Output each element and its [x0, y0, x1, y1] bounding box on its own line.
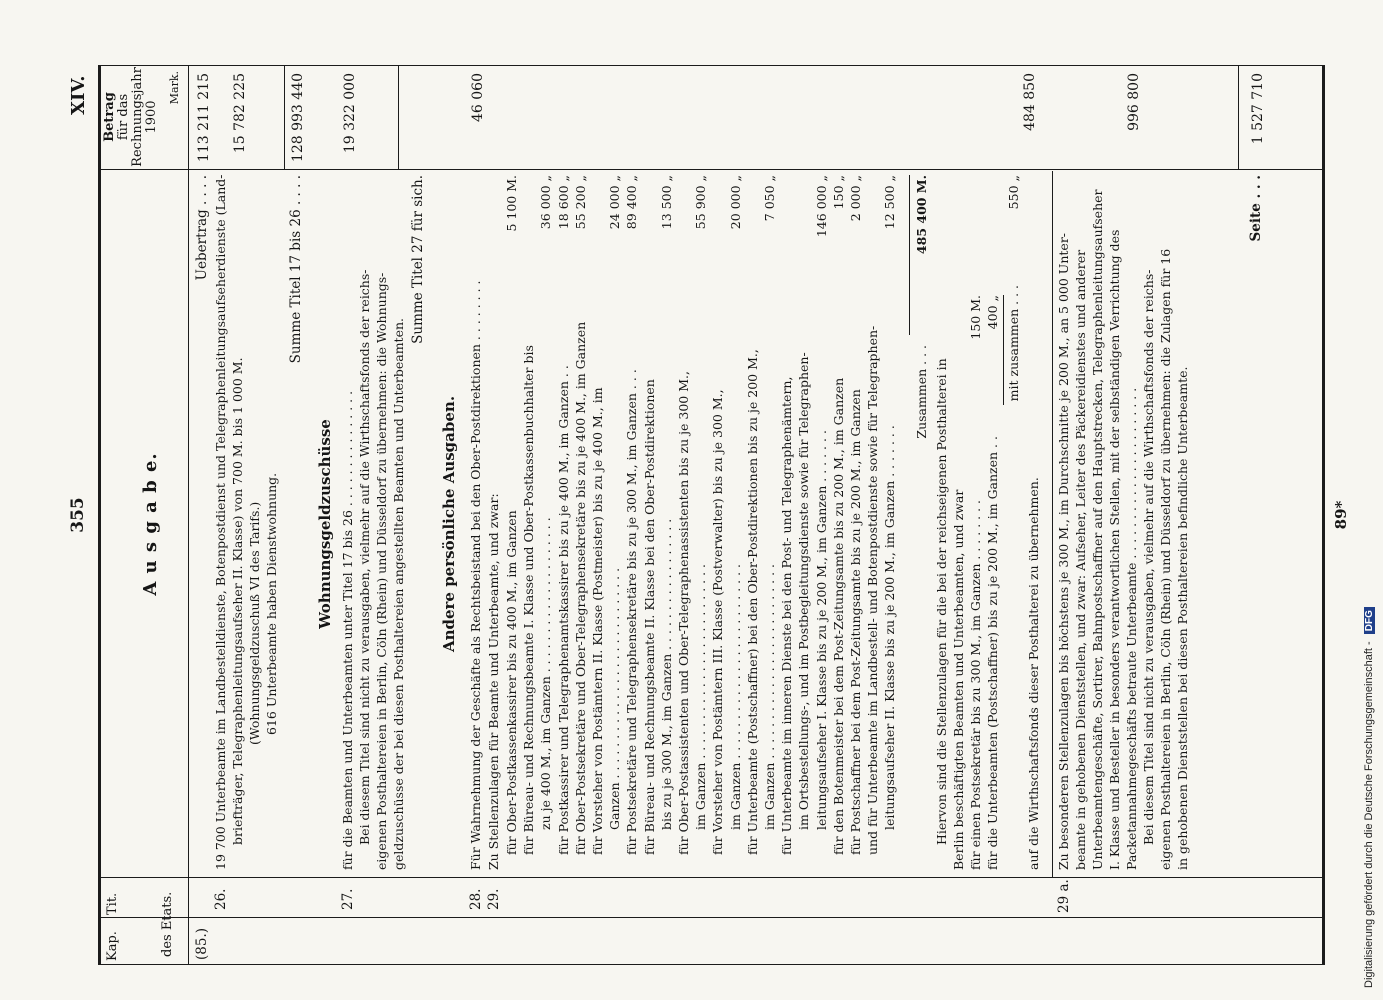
- hiervon-line-4: für die Unterbeamten (Postschaffner) bis zu je 200 M., im Ganzen . .: [985, 436, 1000, 870]
- header-betrag-3: Rechnungsjahr: [130, 67, 145, 167]
- allowance-text: im Ganzen . . . . . . . . . . . . . . . . . . . . . . . . .: [693, 563, 709, 830]
- allowance-text: im Ortsbestellungs-, und im Postbegleitungsdienste sowie für Telegraphen-: [796, 352, 812, 830]
- tit-29a: 29 a.: [1056, 879, 1072, 913]
- allowance-text: für Postsekretäre und Telegraphensekretäre bis zu je 300 M., im Ganzen . . .: [624, 369, 640, 855]
- seite-label: Seite . . .: [1248, 175, 1264, 242]
- tit-29a-line-8: in gehobenen Dienststellen bei diesen Posthaltereien befindliche Unterbeamte.: [1175, 366, 1190, 870]
- seite-amount: 1 527 710: [1250, 73, 1266, 145]
- sum-rule: [284, 65, 285, 169]
- tit-29a-line-5: Packetannahmegeschäfts betraute Unterbeamte . . . . . . . . . . . . . . . . . . . . . .: [1124, 387, 1139, 870]
- hiervon-line-3: für einen Postsekretär bis zu 300 M., im Ganzen . . . . . . . .: [968, 499, 983, 870]
- top-rule: [98, 65, 101, 965]
- hiervon-value-2: 400 „: [985, 295, 1000, 330]
- allowance-value: 55 200 „: [572, 175, 588, 230]
- mit-zusammen-label: mit zusammen . . .: [1006, 285, 1021, 402]
- allowance-value: 7 050 „: [762, 175, 777, 222]
- zusammen-label: Zusammen . . .: [914, 345, 929, 439]
- header-betrag: Betrag: [102, 92, 117, 142]
- tit-26: 26.: [213, 888, 229, 910]
- tit-29a-line-3: Unterbeamtengeschäfte, Sortirer, Bahnpostschaffner auf den Hauptstrecken, Telegraphenleitungsaufseher: [1090, 189, 1105, 870]
- tit-28-text: Für Wahrnehmung der Geschäfte als Rechtsbeistand bei den Ober-Postdirektionen . . . . . . . .: [468, 280, 483, 870]
- tit-29a-line-7: eigenen Posthaltereien in Berlin, Cöln (Rhein) und Düsseldorf zu übernehmen: die Zulagen für 16: [1158, 248, 1173, 870]
- tit-27-line-1: für die Beamten und Unterbeamten unter Titel 17 bis 26 . . . . . . . . . . . . . . .: [340, 390, 355, 870]
- allowance-text: zu je 400 M., im Ganzen . . . . . . . . . . . . . . . . . . . .: [538, 517, 554, 830]
- page-number: 355: [68, 497, 88, 533]
- allowance-text: bis zu je 300 M., im Ganzen . . . . . . . . . . . . . . . . .: [658, 518, 674, 830]
- allowance-value: 55 900 „: [693, 175, 709, 230]
- allowance-text: für Büreau- und Rechnungsbeamte II. Klasse bei den Ober-Postdirektionen: [641, 379, 657, 855]
- allowance-value: 36 000 „: [538, 175, 554, 230]
- uebertrag-label: Uebertrag . . . .: [194, 175, 210, 281]
- tit-29-intro: Zu Stellenzulagen für Beamte und Unterbeamte, und zwar:: [486, 493, 501, 870]
- rotated-page-content: [60, 65, 1360, 965]
- hiervon-value-1: 150 M.: [968, 295, 983, 340]
- header-kap: Kap.: [105, 931, 120, 961]
- tit-26-amount: 15 782 225: [232, 73, 248, 154]
- allowance-text: für Postkassirer und Telegraphenamtskassirer bis zu je 400 M., im Ganzen . .: [555, 365, 571, 855]
- allowance-text: Ganzen . . . . . . . . . . . . . . . . . . . . . . . . . . .: [607, 567, 623, 830]
- tit-29: 29.: [486, 888, 502, 910]
- summe-17-26-label: Summe Titel 17 bis 26 . . . .: [288, 175, 304, 364]
- zusammen-value: 485 400 M.: [914, 175, 929, 255]
- dfg-logo: DFG: [1364, 607, 1375, 634]
- allowance-value: 2 000 „: [848, 175, 863, 222]
- tit-27-line-3: eigenen Posthaltereien in Berlin, Cöln (Rhein) und Düsseldorf zu übernehmen: die Wohnungs-: [374, 272, 389, 870]
- left-rule: [98, 964, 1322, 965]
- header-betrag-2: für das: [116, 93, 131, 141]
- allowance-value: 20 000 „: [727, 175, 743, 230]
- tit-27-line-2: Bei diesem Titel sind nicht zu verausgaben, vielmehr auf die Wirthschaftsfonds der reichs-: [357, 269, 372, 845]
- header-rule: [188, 65, 189, 965]
- allowance-text: im Ganzen . . . . . . . . . . . . . . . . . . . . . . . . .: [727, 563, 743, 830]
- allowance-text: für Ober-Postassistenten und Ober-Telegraphenassistenten bis zu je 300 M.,: [676, 371, 691, 855]
- allowance-text: für Vorsteher von Postämtern III. Klasse (Postverwalter) bis zu je 300 M.,: [710, 389, 726, 855]
- tit-29-amount: 484 850: [1022, 73, 1038, 131]
- tit-26-line-1: 19 700 Unterbeamte im Landbestelldienste, Botenpostdienst und Telegraphenleitungsaufseherdienste (Land-: [213, 174, 228, 870]
- tit-26-line-2: briefträger, Telegraphenleitungsaufseher II. Klasse) von 700 M. bis 1 000 M.: [230, 357, 245, 845]
- amount-col-rule: [98, 169, 1322, 170]
- credit-text: Digitalisierung gefördert durch die Deutsche Forschungsgemeinschaft -: [1363, 638, 1375, 988]
- allowance-text: für Ober-Postkassenkassirer bis zu 400 M., im Ganzen: [504, 510, 519, 855]
- allowance-text: für Unterbeamte (Postschaffner) bei den Ober-Postdirektionen bis zu je 200 M.,: [744, 349, 760, 855]
- tit-29a-line-1: Zu besonderen Stellenzulagen bis höchstens je 300 M., im Durchschnitte je 200 M., an 5 000 Unter-: [1056, 232, 1071, 870]
- header-mark: Mark.: [168, 71, 181, 105]
- summe-27-label: Summe Titel 27 für sich.: [410, 175, 426, 344]
- wirtschaft-note: auf die Wirthschaftsfonds dieser Posthalterei zu übernehmen.: [1026, 477, 1041, 870]
- allowance-value: 18 600 „: [555, 175, 571, 230]
- hiervon-line-1: Hiervon sind die Stellenzulagen für die bei der reichseigenen Posthalterei in: [934, 358, 949, 845]
- tit-28: 28.: [468, 888, 484, 910]
- header-title: A u s g a b e.: [140, 452, 161, 596]
- digitization-credit: [1363, 8, 1379, 988]
- tit-27-amount: 19 322 000: [342, 73, 358, 154]
- section-number: XIV.: [68, 75, 89, 115]
- mit-zusammen-value: 550 „: [1006, 175, 1021, 210]
- allowance-value: 5 100 M.: [504, 175, 519, 232]
- allowance-text: leitungsaufseher II. Klasse bis zu je 200 M., im Ganzen . . . . . . .: [882, 425, 898, 830]
- allowance-text: im Ganzen . . . . . . . . . . . . . . . . . . . . . . . . .: [762, 563, 777, 830]
- header-des-etats: des Etats.: [160, 891, 175, 957]
- right-rule: [98, 65, 1322, 66]
- allowance-text: für Ober-Postsekretäre und Ober-Telegraphensekretäre bis zu je 400 M., im Ganzen: [572, 321, 588, 855]
- allowance-value: 24 000 „: [607, 175, 623, 230]
- allowance-text: und für Unterbeamte im Landbestell- und Botenpostdienste sowie für Telegraphen-: [865, 325, 881, 855]
- heading-andere: Andere persönliche Ausgaben.: [440, 395, 458, 653]
- allowance-text: für Postschaffner bei dem Post-Zeitungsamte bis zu je 200 M., im Ganzen: [848, 389, 863, 855]
- tit-col-rule: [98, 877, 1322, 878]
- uebertrag-amount: 113 211 215: [196, 73, 212, 163]
- tit-26-line-3: (Wohnungsgeldzuschuß VI des Tarifs.): [247, 501, 262, 745]
- tit-29a-line-6: Bei diesem Titel sind nicht zu verausgaben, vielmehr auf die Wirthschaftsfonds der reichs-: [1141, 269, 1156, 845]
- tit-29a-amount: 996 800: [1126, 73, 1142, 131]
- hiervon-line-2: Berlin beschäftigten Beamten und Unterbeamten, und zwar: [951, 489, 966, 870]
- tit-27-line-4: geldzuschüsse der bei diesen Posthaltereien angestellten Beamten und Unterbeamten.: [391, 317, 406, 870]
- tit-29a-line-4: I. Klasse und Besteller in besonders verantwortlichen Stellen, mit der selbständigen Verrichtung des: [1107, 229, 1122, 870]
- header-tit: Tit.: [105, 892, 120, 915]
- tit-26-line-4: 616 Unterbeamte haben Dienstwohnung.: [264, 472, 279, 735]
- kap-col-rule: [98, 917, 1322, 918]
- allowance-value: 89 400 „: [624, 175, 640, 230]
- allowance-value: 150 „: [830, 175, 846, 210]
- header-betrag-4: 1900: [144, 100, 159, 134]
- allowance-value: 12 500 „: [882, 175, 898, 230]
- bottom-page-number: 89*: [1332, 500, 1350, 530]
- heading-wohnungsgeld: Wohnungsgeldzuschüsse: [316, 419, 334, 629]
- allowance-text: für Büreau- und Rechnungsbeamte I. Klasse und Ober-Postkassenbuchhalter bis: [521, 345, 537, 855]
- allowance-value: 13 500 „: [658, 175, 674, 230]
- allowance-text: für Vorsteher von Postämtern II. Klasse (Postmeister) bis zu je 400 M., im: [590, 387, 605, 855]
- allowance-text: leitungsaufseher I. Klasse bis zu je 200 M., im Ganzen . . . . . . .: [813, 430, 829, 830]
- tit-27: 27.: [340, 888, 356, 910]
- tit-28-amount: 46 060: [470, 73, 486, 122]
- kap-value: (85.): [194, 927, 210, 960]
- zusammen-rule: [909, 175, 910, 335]
- tit-29a-line-2: beamte in gehobenen Dienststellen, und zwar: Aufseher, Leiter des Päckereidienstes und anderer: [1073, 249, 1088, 870]
- allowance-value: 146 000 „: [813, 175, 829, 238]
- allowance-text: für Unterbeamte im inneren Dienste bei den Post- und Telegraphenämtern,: [779, 376, 795, 855]
- bottom-rule: [1322, 65, 1325, 965]
- summe-17-26-amount: 128 993 440: [290, 73, 306, 163]
- tit-27-rule: [398, 65, 399, 169]
- allowance-text: für den Botenmeister bei dem Post-Zeitungsamte bis zu 200 M., im Ganzen: [830, 377, 846, 855]
